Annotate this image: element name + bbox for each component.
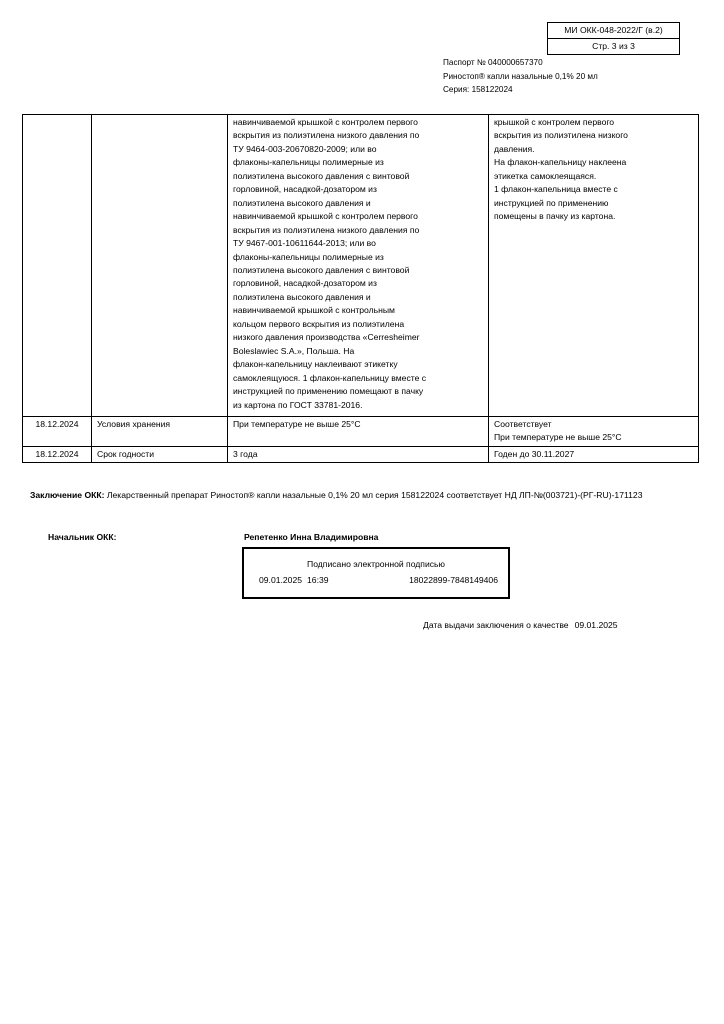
signature-datetime (259, 575, 329, 586)
signature-date: 09.01.2025 (259, 575, 303, 585)
signatory-role: Начальник ОКК: (48, 532, 117, 542)
result-cell: Годен до 30.11.2027 (489, 446, 699, 462)
issue-date (423, 620, 618, 631)
document-code: МИ ОКК-048-2022/Г (в.2) (564, 25, 663, 35)
table-row (23, 417, 699, 447)
indicator-cell: Условия хранения (92, 417, 228, 447)
electronic-signature-stamp (242, 547, 510, 599)
table-row (23, 115, 699, 417)
indicator-cell: Срок годности (92, 446, 228, 462)
signature-certificate: 18022899-7848149406 (409, 575, 498, 585)
signatory-name: Репетенко Инна Владимировна (244, 532, 379, 542)
requirement-cell: При температуре не выше 25°С (228, 417, 489, 447)
conclusion (30, 488, 690, 504)
conclusion-text: Лекарственный препарат Риностоп® капли назальные 0,1% 20 мл серия 158122024 соответствует НД ЛП-№(003721)-(РГ-RU)-171123 (104, 490, 643, 500)
date-cell: 18.12.2024 (23, 446, 92, 462)
issue-date-value: 09.01.2025 (574, 620, 618, 630)
signature-title: Подписано электронной подписью (307, 559, 445, 569)
date-cell (23, 115, 92, 417)
table-row (23, 446, 699, 462)
result-cell: крышкой с контролем первого вскрытия из полиэтилена низкого давления. На флакон-капельницу наклеена этикетка самоклеящаяся. 1 флакон-капельница вместе с инструкцией по применению помещены в пачку из картона. (489, 115, 699, 417)
indicator-cell (92, 115, 228, 417)
date-cell: 18.12.2024 (23, 417, 92, 447)
product-name: Риностоп® капли назальные 0,1% 20 мл (443, 71, 598, 81)
result-cell: Соответствует При температуре не выше 25°С (489, 417, 699, 447)
quality-table (22, 114, 699, 463)
series-number: Серия: 158122024 (443, 85, 513, 94)
issue-date-label: Дата выдачи заключения о качестве (423, 620, 569, 630)
passport-number: Паспорт № 040000657370 (443, 58, 543, 67)
requirement-cell: 3 года (228, 446, 489, 462)
document-code-box (547, 22, 680, 55)
passport-info (443, 56, 598, 97)
requirement-cell: навинчиваемой крышкой с контролем первого вскрытия из полиэтилена низкого давления по ТУ 9464-003-20670820-2009; или во флаконы-капельницы полимерные из полиэтилена высокого давления с винтовой горловиной, насадкой-дозатором из полиэтилена высокого давления и навинчиваемой крышкой с контролем первого вскрытия из полиэтилена низкого давления по ТУ 9467-001-10611644-2013; или во флаконы-капельницы полимерные из полиэтилена высокого давления с винтовой горловиной, насадкой-дозатором из полиэтилена высокого давления и навинчиваемой крышкой с контрольным кольцом первого вскрытия из полиэтилена низкого давления производства «Cerresheimer Boleslawiec S.A.», Польша. На флакон-капельницу наклеивают этикетку самоклеящуюся. 1 флакон-капельницу вместе с инструкцией по применению помещают в пачку из картона по ГОСТ 33781-2016. (228, 115, 489, 417)
signature-time: 16:39 (307, 575, 329, 585)
conclusion-label: Заключение ОКК: (30, 490, 105, 500)
page-number: Стр. 3 из 3 (548, 38, 679, 54)
